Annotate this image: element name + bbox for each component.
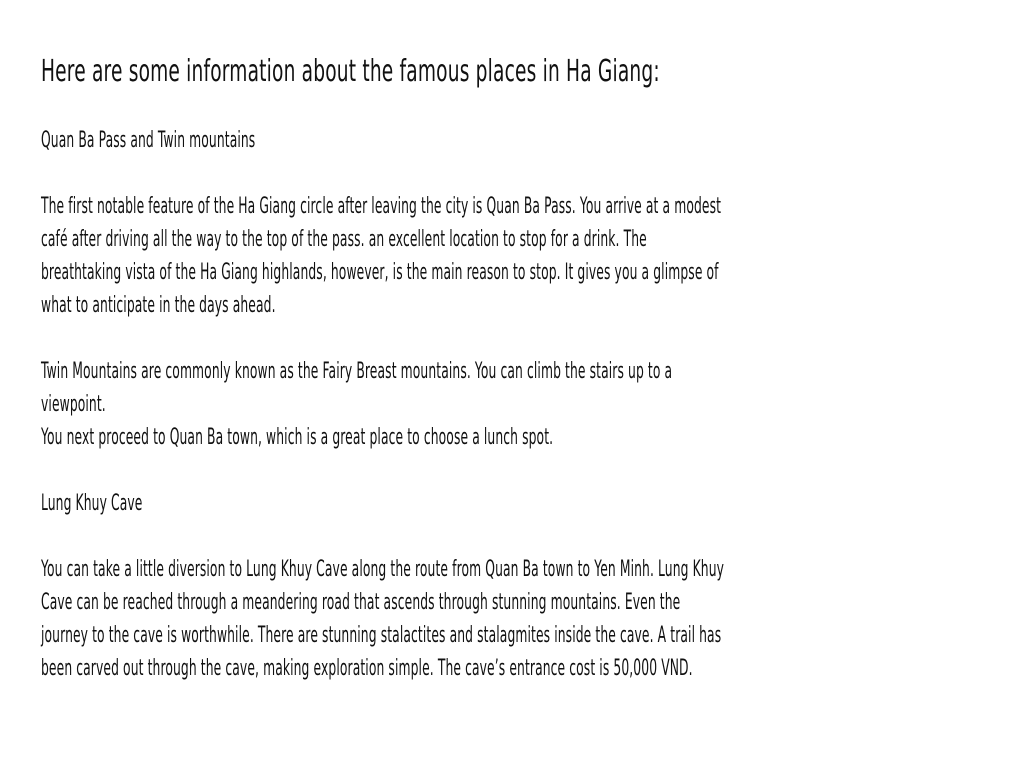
paragraph-line: café after driving all the way to the top of the pass. an excellent location to stop for a drink. The [41, 227, 647, 252]
spacer [41, 322, 1011, 355]
paragraph-quan-ba-pass [41, 190, 1011, 322]
spacer [41, 157, 1011, 190]
paragraph-twin-mountains [41, 355, 1011, 454]
paragraph-line: The first notable feature of the Ha Giang circle after leaving the city is Quan Ba Pass. You arrive at a modest [41, 194, 722, 219]
section-heading-lung-khuy: Lung Khuy Cave [41, 491, 143, 516]
paragraph-lung-khuy-cave [41, 553, 1011, 685]
page-title: Here are some information about the famous places in Ha Giang: [41, 54, 660, 89]
paragraph-line: what to anticipate in the days ahead. [41, 293, 276, 318]
paragraph-line: Cave can be reached through a meandering road that ascends through stunning mountains. Even the [41, 590, 681, 615]
spacer [41, 520, 1011, 553]
section-heading-quan-ba: Quan Ba Pass and Twin mountains [41, 128, 256, 153]
spacer [41, 454, 1011, 487]
paragraph-line: viewpoint. [41, 392, 106, 417]
paragraph-line: been carved out through the cave, making exploration simple. The cave’s entrance cost is 50,000 VND. [41, 656, 693, 681]
paragraph-line: journey to the cave is worthwhile. There are stunning stalactites and stalagmites inside the cave. A trail has [41, 623, 722, 648]
paragraph-line: Twin Mountains are commonly known as the Fairy Breast mountains. You can climb the stairs up to a [41, 359, 673, 384]
paragraph-line: You next proceed to Quan Ba town, which is a great place to choose a lunch spot. [41, 425, 554, 450]
document-header [41, 52, 1011, 92]
document-body [41, 124, 1011, 685]
paragraph-line: breathtaking vista of the Ha Giang highlands, however, is the main reason to stop. It gives you a glimpse of [41, 260, 719, 285]
paragraph-line: You can take a little diversion to Lung Khuy Cave along the route from Quan Ba town to Yen Minh. Lung Khuy [41, 557, 725, 582]
